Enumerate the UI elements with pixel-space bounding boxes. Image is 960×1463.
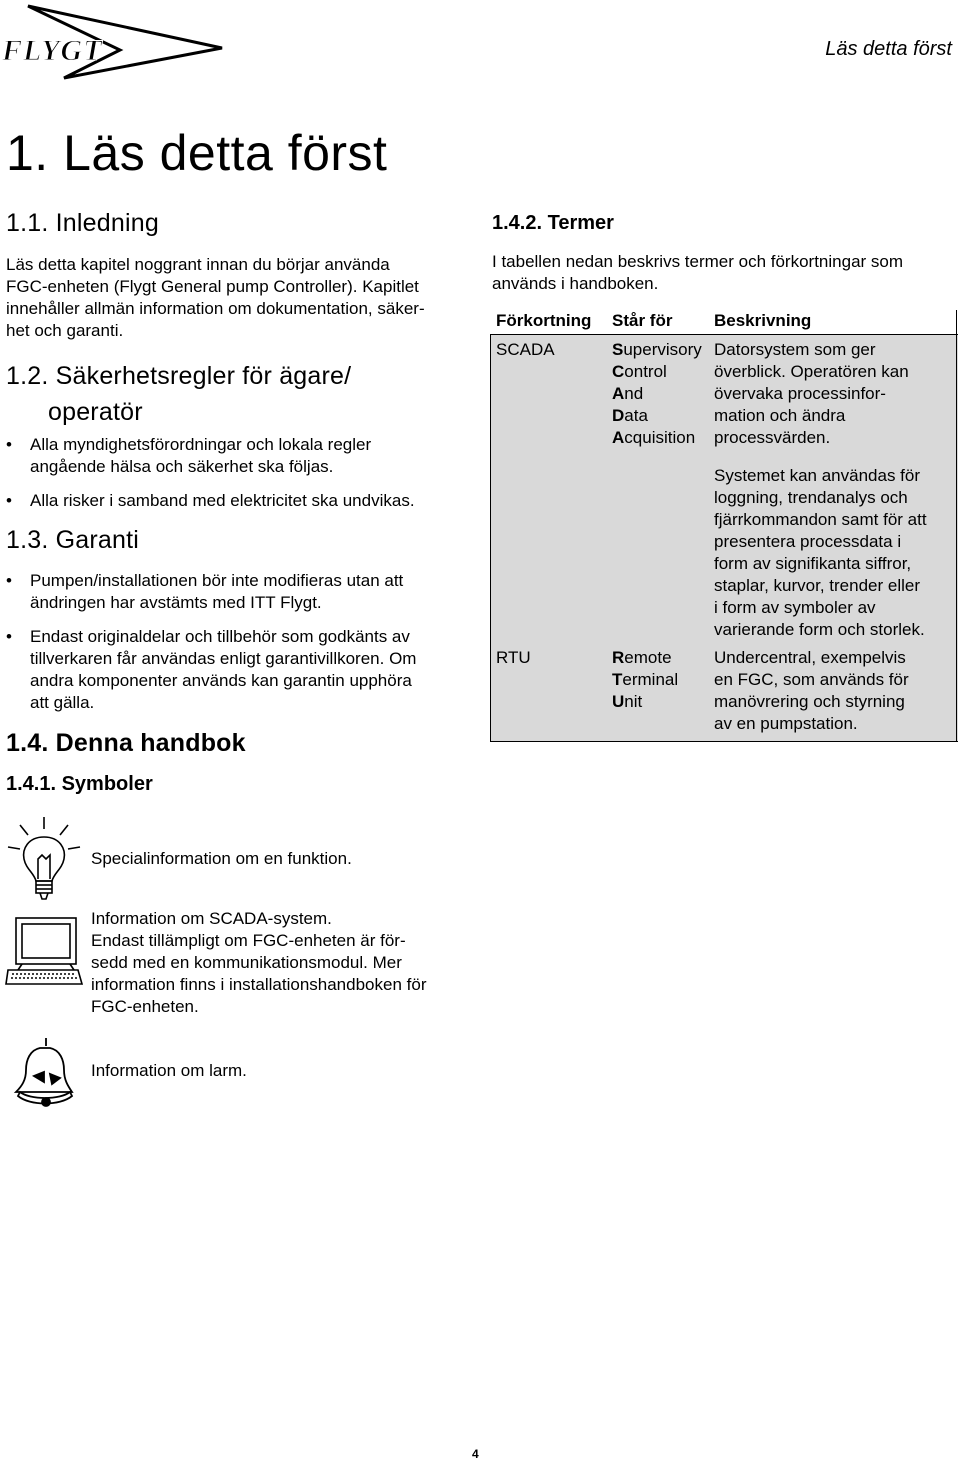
list-item: Alla risker i samband med elektricitet ska undvikas. [30,491,415,510]
table-row [490,641,958,742]
column-header: Förkortning [490,310,606,335]
list-item: Pumpen/installationen bör inte modifieras utan att ändringen har avstämts med ITT Flygt. [30,571,404,612]
list-item: Alla myndighetsförordningar och lokala regler angående hälsa och säkerhet ska följas. [30,435,372,476]
symbol-description: Specialinformation om en funktion. [91,849,352,868]
heading-symboler: 1.4.1. Symboler [6,773,153,795]
lightbulb-icon [6,815,86,903]
table-header-row [490,310,958,335]
heading-denna-handbok: 1.4. Denna handbok [6,729,246,757]
terms-intro: I tabellen nedan beskrivs termer och förkortningar som används i handboken. [492,252,904,293]
column-header: Beskrivning [708,310,958,335]
bullet-dot: • [6,491,12,510]
stands-for-cell: Remote Terminal Unit [606,641,708,742]
heading-garanti: 1.3. Garanti [6,526,140,554]
list-item: Endast originaldelar och tillbehör som godkänts av tillverkaren får användas enligt garantivillkoren. Om andra komponenter används kan garantin upphöra att gälla. [30,627,417,712]
safety-bullet-list [0,434,480,524]
bullet-dot: • [6,435,12,454]
warranty-bullet-list [0,570,480,720]
table-left-border [490,334,491,742]
abbreviation-cell: SCADA [490,335,606,642]
heading-termer: 1.4.2. Termer [492,212,614,234]
description-cell: Undercentral, exempelvis en FGC, som används för manövrering och styrning av en pumpstation. [708,641,958,742]
symbol-description: Information om larm. [91,1061,247,1080]
heading-sakerhetsregler: 1.2. Säkerhetsregler för ägare/ operatör [6,362,352,426]
stands-for-cell: Supervisory Control And Data Acquisition [606,335,708,642]
description-cell: Datorsystem som ger överblick. Operatören kan övervaka processinfor- mation och ändra processvärden. Systemet kan användas för loggning, trendanalys och fjärrkommandon samt för att presentera processdata i form av signifikanta siffror, staplar, kurvor, trender eller i form av symboler av varierande form och storlek. [708,335,958,642]
table-right-border [956,310,957,742]
page-number: 4 [472,1447,479,1461]
bell-icon [10,1036,80,1110]
flygt-logo [0,2,230,80]
symbol-description: Information om SCADA-system. Endast tillämpligt om FGC-enheten är för- sedd med en kommunikationsmodul. Mer information finns i installationshandboken för FGC-enheten. [91,909,427,1016]
brand-text: FLYGT [2,34,103,67]
running-header-title: Läs detta först [825,38,952,60]
computer-icon [4,912,84,986]
bullet-dot: • [6,571,12,590]
table-row [490,335,958,642]
abbreviation-cell: RTU [490,641,606,742]
bullet-dot: • [6,627,12,646]
heading-inledning: 1.1. Inledning [6,209,159,237]
chapter-title: 1. Läs detta först [6,125,388,181]
terms-table [490,310,958,742]
column-header: Står för [606,310,708,335]
intro-paragraph: Läs detta kapitel noggrant innan du börjar använda FGC-enheten (Flygt General pump Controller). Kapitlet innehåller allmän information om dokumentation, säker- het och garanti. [6,255,425,340]
